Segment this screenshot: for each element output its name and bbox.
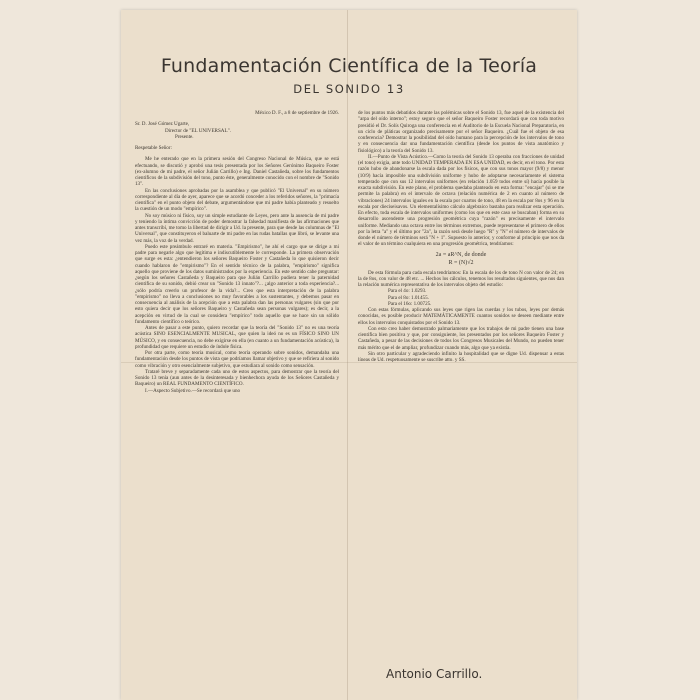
paragraph: En las conclusiones aprobadas por la asamblea y que publicó "El Universal" en su número correspondiente al día de ayer, aparece que se acordó conceder a los referidos señores, la "primacía científica" en el punto objeto del debate, argumentándose que mi padre había planteado y resuelto la cuestión de un modo "empírico". [135, 187, 339, 213]
paragraph: Puedo este preámbulo entraré en materia. "Empirismo", he ahí el cargo que se dirige a mi padre para negarle algo que legítima e indiscutiblemente le corresponde. La primera observación que surge es esta: ¿entendieron los señores Baqueiro Foster y Castañeda lo que quisieron decir cuando hablaron de "empirismo"? En el sentido técnico de la palabra, "empirismo" significa aquello que proviene de los datos suministrados por la experiencia. En este sentido cabe preguntar: ¿según los señores Castañeda y Baqueiro para que Julián Carrillo pudiera tener la paternidad científica de su sonido, debió crear un "Sonido 13 innato"?... ¿algo anterior a toda experiencia?... ¿sólo podría creerlo un profesor de la vida?... Creo que esta interpretación de la palabra "empirismo" no lleva a conclusiones no muy favorables a los sustentantes, y debemos pasar en consecuencia al análisis de la acepción que a esta palabra dan las personas vulgares (sin que por esto quiera decir que los señores Baqueiro y Castañeda sean personas vulgares); es decir, a la acepción en virtud de la cual se considera "empírico" todo aquello que se hace sin un sólido fundamento científico o teórico. [135, 243, 339, 325]
right-column [358, 110, 564, 363]
salutation: Respetable Señor: [135, 145, 172, 151]
formula-line: 2a = aR^N, de donde [435, 251, 487, 258]
present-line: Presente. [175, 133, 194, 140]
date-line: México D. F., a 8 de septiembre de 1926. [255, 110, 339, 116]
paragraph: Por otra parte, como teoría musical, como teoría operando sobre sonidos, demandaba una fundamentación desde los puntos de vista que podríamos llamar objetivo y que se refiriera al sonido como vibración y otro esencialmente subjetivo, que estudiara al sonido como sensación. [135, 350, 339, 369]
formula [358, 251, 564, 267]
paragraph: Me he enterado que en la primera sesión del Congreso Nacional de Música, que se está efectuando, se discutió y aprobó una tesis presentada por los Señores Gerónimo Baqueiro Foster (ex-alumno de mi padre, el señor Julián Carrillo) e Ing. Daniel Castañeda, sobre los fundamentos científicos de la subdivisión del tono, punto éste, generalmente conocido con el nombre de "Sonido 13". [135, 156, 339, 188]
paragraph: Con estas fórmulas, aplicando sus leyes que rigen las cuerdas y los tubos, leyes por demás conocidas, es posible producir MATEMÁTICAMENTE cuantos sonidos se deseen mediante entre ellos los intervalos conquistados por el Sonido 13. [358, 307, 564, 326]
document-subtitle: DEL SONIDO 13 [293, 82, 405, 96]
formula-line: R = (N)√2 [448, 259, 474, 266]
fold-line-vertical [347, 10, 348, 700]
paragraph: I.—Aspecto Subjetivo.—Se recordará que uno [145, 387, 241, 394]
left-column [135, 110, 339, 394]
document-title: Fundamentación Científica de la Teoría [160, 55, 538, 77]
value-line: Para el 4o: 1.0293. [388, 288, 427, 295]
value-line: Para el 16o: 1.00725. [388, 300, 432, 307]
value-line: Para el 8o: 1.01455. [388, 294, 429, 301]
paragraph: De esta fórmula para cada escala tendríamos: En la escala de los de tono N con valor de 24; en la de 8os, con valor de 48 etc. ... Hechos los cálculos, tenemos los resultados siguientes, que nos dan la relación numérica representativa de los intervalos objeto del estudio: [358, 269, 564, 288]
paragraph: Antes de pasar a este punto, quiero recordar que la teoría del "Sonido 13" no es una teoría acústica SINO ESENCIALMENTE MUSICAL, que quien la ideó no es un FÍSICO SINO UN MÚSICO, y en consecuencia, no debe exigirse en ella (en cuanto a un fundamentación acústica), la profundidad que requiere un estudio de índole física. [135, 325, 339, 350]
paragraph: Trataré breve y separadamente cada uno de estos aspectos, para demostrar que la teoría del Sonido 13 tenía (aun antes de la desinteresada y bienhechora ayuda de los Señores Castañeda y Baqueiro) un REAL FUNDAMENTO CIENTÍFICO. [135, 368, 339, 388]
paragraph: Sin otro particular y agradeciendo infinito la hospitalidad que se digne Ud. dispensar a estas líneas de Ud. respetuosamente se suscribe atto. y SS. [358, 350, 564, 363]
paragraph: de los puntos más debatidos durante las polémicas sobre el Sonido 13, fue aquel de la existencia del "arpa del oído interno"; estoy seguro que el señor Baqueiro Foster recordará que con toda motivo presidió el Dr. Solís Quiroga una conferencia en el Auditorio de la Escuela Nacional Preparatoria, en un ciclo de pláticas organizado precisamente por el señor Baqueiro. ¿Cuál fue el objeto de esa conferencia? Demostrar la posibilidad del oído humano para la percepción de los intervalos de tono y en consecuencia dar una fundamentación científica (desde los puntos de vista anatómico y fisiológico) a la teoría del Sonido 13. [358, 110, 564, 154]
addressee: Sr. D. José Gómez Ugarte, [135, 121, 190, 128]
signature: Antonio Carrillo. [386, 667, 483, 681]
paragraph: Con esto creo haber demostrado palmariamente que los trabajos de mi padre tienen una base científica bien positiva y que, por consiguiente, los presentados por los señores Baqueiro Foster y Castañeda, a pesar de las decisiones de todos los Congresos Musicales del Mundo, no pueden tener más mérito que el de ampliar, profundizar cuando más, algo que ya existía. [358, 325, 564, 351]
addressee-role: Director de "EL UNIVERSAL". [165, 127, 231, 134]
paragraph: II.—Punto de Vista Acústico.—Como la teoría del Sonido 13 operaba con fracciones de unidad (el tono) exigía, ante todo UNIDAD TEMPERADA EN ESA UNIDAD, es decir, en el tono. Por esta razón hubo de abandonarse la escala dada por los físicos, que con sus tonos mayor (9/8) y menor (10/9) hacía imposible una subdivisión uniforme y hubo de adoptarse necesariamente el sistema temperado que con sus 12 intervalos uniformes (en relación 1.059 todos entre sí) hacía posible la exacta subdivisión. En este plano, el problema quedaba planteado en esta forma: "encajar" (si se me permite la palabra) en el intervalo de octava (relación numérica de 2 en cuanto al número de vibraciones) 24 intervalos iguales en la escala por cuartos de tono, 48 en la escala por 8os y 96 en la escala por dieciseisavos. Un elementalísimo cálculo algebraico bastaba para realizar esta operación. En efecto, toda escala de intervalos uniformes (como los que en este caso se buscaban) forma en su desarrollo ascendente una progresión geométrica cuya "razón" es precisamente el intervalo uniforme. Mediando una octava entre los términos extremos, puede representarse el primero de ellos por la letra "a" y el último por "2a", la razón será desde luego "R" y "N" el número de intervalos de donde el número de términos será "N + 1". Supuesto lo anterior, y conforme al principio que nos da el valor de un término cualquiera en una progresión geométrica, tendríamos: [358, 153, 564, 248]
paragraph: No soy músico ni físico, soy un simple estudiante de Leyes, pero ante la ausencia de mi padre y teniendo la íntima convicción de poder demostrar la falsedad manifiesta de las afirmaciones que antes transcribí, me tomo la libertad de dirigir a Ud. la presente, para que desde las columnas de "El Universal", que constituyeron el baluarte de mi padre en las rudas batallas que libró, se levante una vez más, la voz de la verdad. [135, 212, 339, 244]
document-sheet [121, 10, 577, 700]
